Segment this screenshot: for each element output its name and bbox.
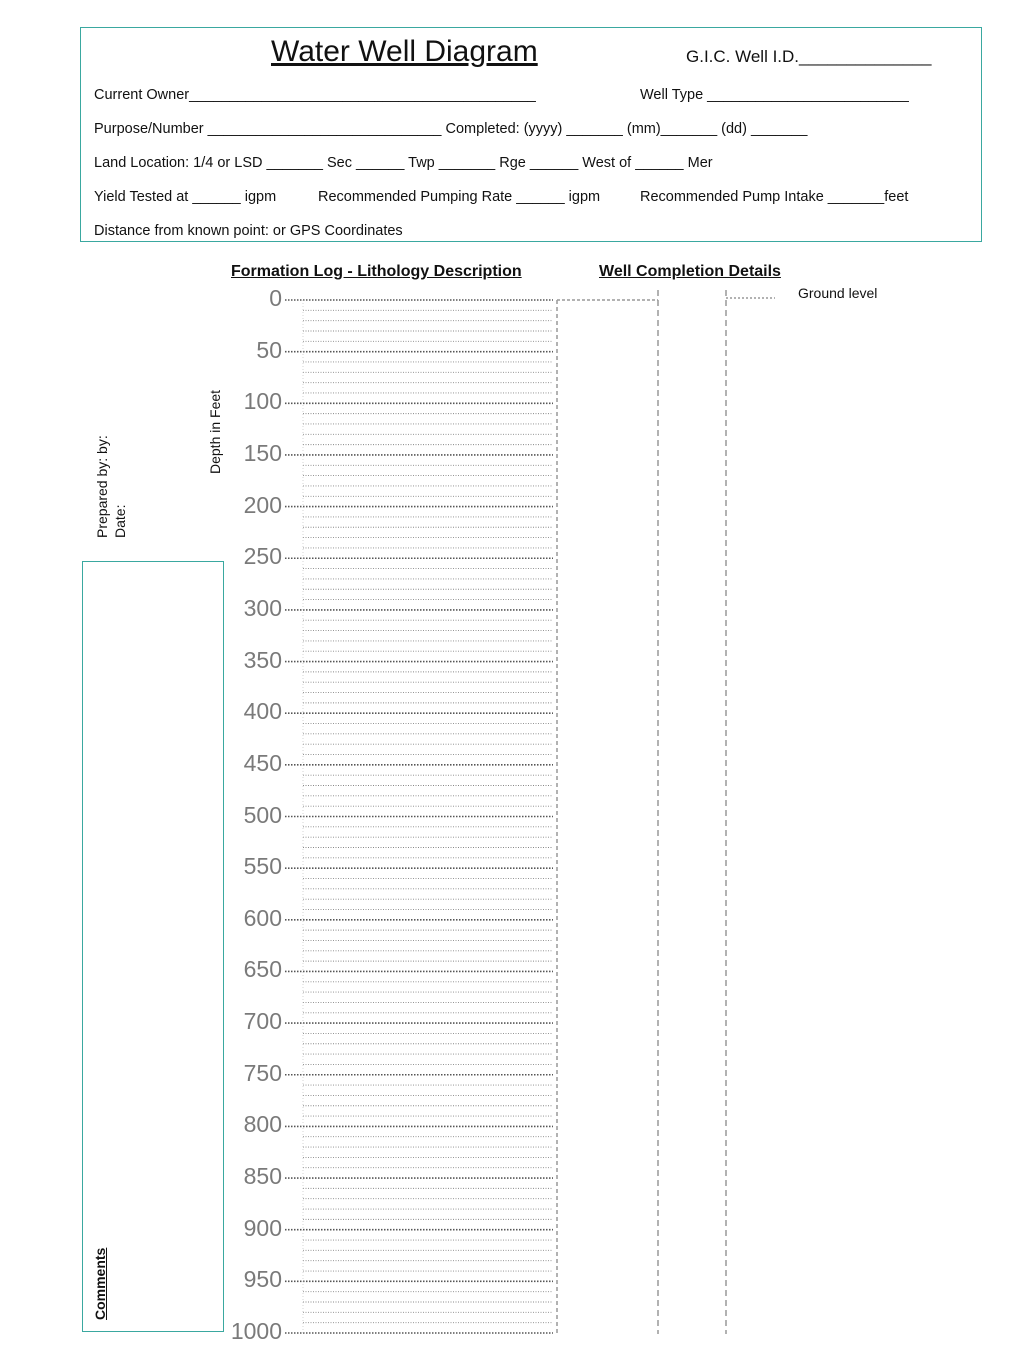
depth-tick-label: 300 xyxy=(243,594,282,621)
depth-tick-label: 700 xyxy=(243,1008,282,1035)
depth-tick-label: 450 xyxy=(243,749,282,776)
depth-tick-label: 400 xyxy=(243,698,282,725)
distance-field[interactable]: Distance from known point: or GPS Coordinates xyxy=(94,223,403,239)
land-location-field[interactable]: Land Location: 1/4 or LSD _______ Sec ______ Twp _______ Rge ______ West of ______ Mer xyxy=(94,155,713,171)
page-title: Water Well Diagram xyxy=(271,35,538,68)
comments-label: Comments xyxy=(92,1247,108,1320)
depth-tick-label: 350 xyxy=(243,646,282,673)
depth-tick-label: 650 xyxy=(243,956,282,983)
depth-tick-label: 500 xyxy=(243,801,282,828)
well-completion-heading: Well Completion Details xyxy=(599,263,781,280)
formation-log-heading: Formation Log - Lithology Description xyxy=(231,263,522,280)
comments-box[interactable] xyxy=(82,561,224,1332)
depth-tick-label: 1000 xyxy=(230,1318,282,1344)
grid-lines xyxy=(285,300,553,1333)
depth-tick-label: 900 xyxy=(243,1214,282,1241)
depth-tick-label: 200 xyxy=(243,491,282,518)
pumping-rate-field[interactable]: Recommended Pumping Rate ______ igpm xyxy=(318,189,601,205)
prepared-by-label[interactable]: Prepared by: by: xyxy=(94,435,110,538)
yield-tested-field[interactable]: Yield Tested at ______ igpm xyxy=(94,189,277,205)
date-label[interactable]: Date: xyxy=(112,504,128,538)
ground-level-label: Ground level xyxy=(798,285,878,301)
pump-intake-field[interactable]: Recommended Pump Intake _______feet xyxy=(640,189,909,205)
depth-axis-label: Depth in Feet xyxy=(207,389,223,474)
well-id-field[interactable]: G.I.C. Well I.D.______________ xyxy=(686,47,932,66)
well-type-field[interactable]: Well Type _________________________ xyxy=(640,87,909,103)
current-owner-field[interactable]: Current Owner___________________________________________ xyxy=(94,87,536,103)
depth-tick-label: 800 xyxy=(243,1111,282,1138)
depth-tick-label: 250 xyxy=(243,543,282,570)
depth-tick-label: 150 xyxy=(243,439,282,466)
purpose-completed-field[interactable]: Purpose/Number _____________________________ Completed: (yyyy) _______ (mm)_______ (dd) _______ xyxy=(94,121,808,137)
depth-tick-label: 100 xyxy=(243,388,282,415)
depth-tick-label: 750 xyxy=(243,1059,282,1086)
depth-tick-label: 0 xyxy=(269,285,282,311)
depth-tick-label: 550 xyxy=(243,853,282,880)
depth-tick-label: 950 xyxy=(243,1266,282,1293)
depth-tick-label: 850 xyxy=(243,1163,282,1190)
depth-tick-label: 600 xyxy=(243,904,282,931)
depth-tick-label: 50 xyxy=(256,336,282,363)
